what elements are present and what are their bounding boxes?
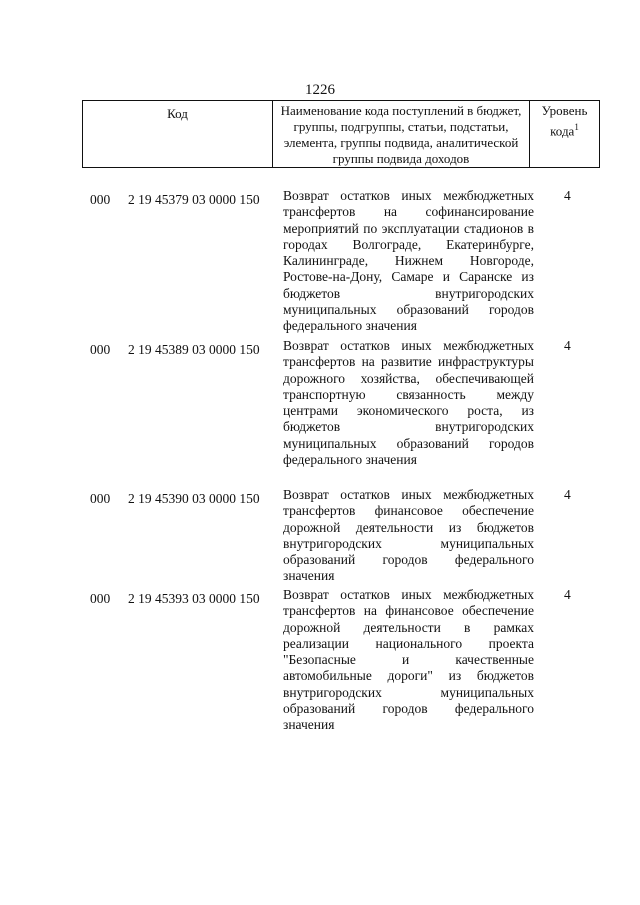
row-description: Возврат остатков иных межбюджетных трансфертов финансовое обеспечение дорожной деятельности из бюджетов внутригородских муниципальных образований городов федерального значения bbox=[283, 487, 534, 584]
row-code: 2 19 45389 03 0000 150 bbox=[128, 342, 260, 357]
page-number: 1226 bbox=[305, 82, 335, 98]
row-description: Возврат остатков иных межбюджетных трансфертов на развитие инфраструктуры дорожного хозяйства, обеспечивающей транспортную связанность между центрами экономического роста, из бюджетов внутригородских муниципальных образований городов федерального значения bbox=[283, 338, 534, 468]
row-prefix: 000 bbox=[90, 342, 111, 357]
header-name: Наименование кода поступлений в бюджет, группы, подгруппы, статьи, подстатьи, элемента, группы подвида, аналитической группы подвида доходов bbox=[273, 101, 530, 167]
header-level bbox=[530, 101, 599, 167]
row-code: 2 19 45379 03 0000 150 bbox=[128, 192, 260, 207]
row-code: 2 19 45393 03 0000 150 bbox=[128, 591, 260, 606]
row-prefix: 000 bbox=[90, 192, 111, 207]
header-code: Код bbox=[83, 101, 273, 167]
row-prefix: 000 bbox=[90, 491, 111, 506]
row-level: 4 bbox=[564, 487, 571, 502]
row-description: Возврат остатков иных межбюджетных трансфертов на финансовое обеспечение дорожной деятельности в рамках реализации национального проекта "Безопасные и качественные автомобильные дороги" из бюджетов внутригородских муниципальных образований городов федерального значения bbox=[283, 587, 534, 733]
row-level: 4 bbox=[564, 587, 571, 602]
header-level-footnote: 1 bbox=[574, 122, 579, 132]
header-level-label: Уровень кода bbox=[541, 103, 588, 139]
row-level: 4 bbox=[564, 188, 571, 203]
row-code: 2 19 45390 03 0000 150 bbox=[128, 491, 260, 506]
row-level: 4 bbox=[564, 338, 571, 353]
row-description: Возврат остатков иных межбюджетных трансфертов на софинансирование мероприятий по эксплуатации стадионов в городах Волгограде, Екатеринбурге, Калининграде, Нижнем Новгороде, Ростове-на-Дону, Самаре и Саранске из бюджетов внутригородских муниципальных образований городов федерального значения bbox=[283, 188, 534, 334]
row-prefix: 000 bbox=[90, 591, 111, 606]
table-header bbox=[82, 100, 600, 168]
